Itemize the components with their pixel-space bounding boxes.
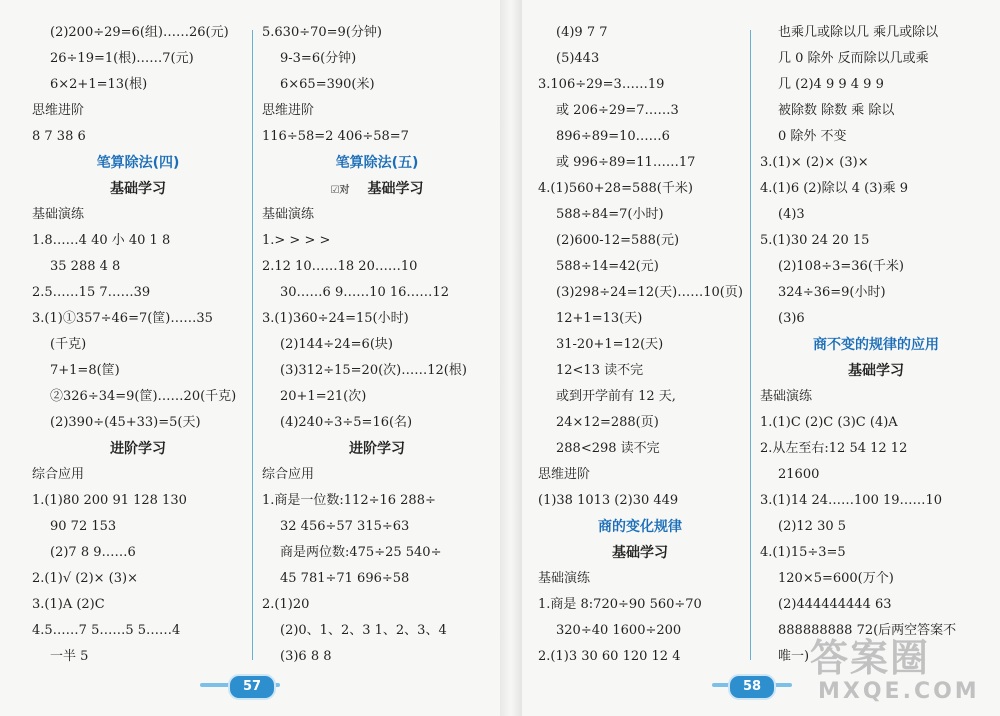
answer-column-4	[760, 20, 992, 670]
line-text: 35 288 4 8	[50, 259, 121, 274]
line-text: 888888888 72(后两空答案不	[778, 623, 957, 638]
line-text: 4.(1)15÷3=5	[760, 545, 846, 560]
answer-line	[538, 72, 664, 98]
line-text: 或 206÷29=7……3	[556, 103, 679, 118]
answer-line	[262, 254, 417, 280]
line-text: 被除数 除数 乘 除以	[778, 103, 895, 118]
line-text: (2)390÷(45+33)=5(天)	[50, 415, 201, 430]
answer-line	[262, 488, 436, 514]
answer-line	[538, 488, 678, 514]
line-text: 基础演练	[262, 207, 315, 222]
line-text: 324÷36=9(小时)	[778, 285, 886, 300]
line-text: 商的变化规律	[598, 519, 682, 535]
line-text: 12<13 读不完	[556, 363, 644, 378]
answer-line	[32, 46, 194, 72]
book-gutter	[500, 0, 522, 716]
answer-line	[760, 592, 892, 618]
answer-line	[32, 306, 213, 332]
answer-line	[760, 46, 929, 72]
line-text: 30……6 9……10 16……12	[280, 285, 449, 300]
answer-line	[538, 618, 681, 644]
line-text: 9-3=6(分钟)	[280, 51, 357, 66]
answer-line	[538, 20, 608, 46]
line-text: 120×5=600(万个)	[778, 571, 894, 586]
line-text: 1.商是 8:720÷90 560÷70	[538, 597, 702, 612]
line-text: 8 7 38 6	[32, 129, 86, 144]
answer-line	[262, 618, 447, 644]
answer-line	[538, 410, 659, 436]
line-text: 综合应用	[262, 467, 315, 482]
line-text: 1.(1)C (2)C (3)C (4)A	[760, 415, 898, 430]
line-text: 1.(1)80 200 91 128 130	[32, 493, 187, 508]
line-text: (3)6	[778, 311, 805, 326]
line-text: 基础学习	[848, 363, 904, 379]
answer-line	[262, 644, 332, 670]
line-text: 3.(1)× (2)× (3)×	[760, 155, 869, 170]
line-text: 笔算除法(五)	[335, 155, 419, 171]
answer-line	[32, 514, 116, 540]
line-text: 3.(1)①357÷46=7(筐)……35	[32, 311, 213, 326]
answer-line	[32, 566, 138, 592]
answer-line	[32, 592, 105, 618]
answer-line	[262, 566, 409, 592]
answer-line	[32, 280, 150, 306]
line-text: 进阶学习	[110, 441, 166, 457]
line-text: (4)240÷3÷5=16(名)	[280, 415, 413, 430]
answer-line	[760, 20, 938, 46]
line-text: 3.(1)360÷24=15(小时)	[262, 311, 409, 326]
line-text: (2)200÷29=6(组)……26(元)	[50, 25, 229, 40]
line-text: 320÷40 1600÷200	[556, 623, 682, 638]
line-text: 或到开学前有 12 天,	[556, 389, 676, 404]
line-text: 5.630÷70=9(分钟)	[262, 25, 382, 40]
line-text: (2)444444444 63	[778, 597, 892, 612]
line-text: 896÷89=10……6	[556, 129, 670, 144]
answer-line	[760, 280, 886, 306]
answer-line	[538, 592, 702, 618]
line-text: 288<298 读不完	[556, 441, 660, 456]
line-text: (4)3	[778, 207, 805, 222]
line-text: 2.(1)3 30 60 120 12 4	[538, 649, 681, 664]
line-text: 32 456÷57 315÷63	[280, 519, 410, 534]
answer-line	[32, 332, 86, 358]
answer-line	[760, 566, 894, 592]
line-text: 3.(1)A (2)C	[32, 597, 105, 612]
answer-line	[262, 280, 449, 306]
answer-line	[262, 332, 393, 358]
line-text: (2)0、1、2、3 1、2、3、4	[280, 623, 447, 638]
answer-line	[538, 436, 660, 462]
exercise-label	[538, 462, 590, 488]
answer-line	[262, 384, 366, 410]
line-text: 商不变的规律的应用	[813, 337, 939, 353]
line-text: 90 72 153	[50, 519, 117, 534]
line-text: 6×2+1=13(根)	[50, 77, 148, 92]
line-text: 或 996÷89=11……17	[556, 155, 696, 170]
line-text: 1.> > > >	[262, 233, 331, 248]
answer-line	[538, 202, 664, 228]
exercise-label	[262, 202, 314, 228]
answer-line	[538, 228, 679, 254]
answer-line	[262, 20, 382, 46]
line-text: 几 (2)4 9 9 4 9 9	[778, 77, 884, 92]
answer-column-3	[538, 20, 742, 670]
line-text: 进阶学习	[349, 441, 405, 457]
answer-line	[760, 228, 869, 254]
line-text: (2)108÷3=36(千米)	[778, 259, 904, 274]
answer-line	[262, 72, 375, 98]
line-text: (千克)	[50, 337, 87, 352]
line-text: ②326÷34=9(筐)……20(千克)	[50, 389, 237, 404]
line-text: 笔算除法(四)	[96, 155, 180, 171]
answer-line	[760, 124, 847, 150]
section-title	[538, 514, 742, 540]
answer-line	[760, 98, 894, 124]
answer-line	[32, 72, 147, 98]
line-text: 4.(1)6 (2)除以 4 (3)乘 9	[760, 181, 908, 196]
line-text: 21600	[778, 467, 820, 482]
answer-line	[262, 592, 309, 618]
line-text: 12+1=13(天)	[556, 311, 643, 326]
line-text: 基础演练	[538, 571, 591, 586]
answer-line	[760, 176, 908, 202]
line-text: 4.(1)560+28=588(千米)	[538, 181, 693, 196]
line-text: (3)298÷24=12(天)……10(页)	[556, 285, 743, 300]
answer-line	[538, 124, 670, 150]
answer-line	[538, 176, 693, 202]
answer-line	[32, 384, 236, 410]
line-text: 2.12 10……18 20……10	[262, 259, 418, 274]
answer-line	[538, 46, 599, 72]
answer-line	[32, 488, 187, 514]
line-text: 6×65=390(米)	[280, 77, 375, 92]
line-text: 20+1=21(次)	[280, 389, 367, 404]
answer-line	[262, 228, 330, 254]
line-text: 45 781÷71 696÷58	[280, 571, 410, 586]
line-text: 3.106÷29=3……19	[538, 77, 665, 92]
answer-line	[32, 618, 180, 644]
line-text: 2.5……15 7……39	[32, 285, 151, 300]
subsection-heading	[760, 358, 992, 384]
answer-line	[538, 254, 659, 280]
answer-line	[32, 358, 120, 384]
line-text: 综合应用	[32, 467, 85, 482]
line-text: 116÷58=2 406÷58=7	[262, 129, 409, 144]
line-text: 4.5……7 5……5 5……4	[32, 623, 181, 638]
answer-line	[32, 410, 201, 436]
answer-line	[538, 332, 663, 358]
line-text: 1.商是一位数:112÷16 288÷	[262, 493, 436, 508]
subsection-heading	[262, 436, 492, 462]
answer-line	[32, 540, 136, 566]
answer-line	[32, 20, 229, 46]
watermark-logo: 答案圈 MXQE.COM	[810, 636, 980, 704]
line-text: 基础学习	[110, 181, 166, 197]
line-text: (2)144÷24=6(块)	[280, 337, 393, 352]
line-text: (2)7 8 9……6	[50, 545, 136, 560]
line-text: 商是两位数:475÷25 540÷	[280, 545, 442, 560]
subsection-heading	[538, 540, 742, 566]
line-text: (1)38 1013 (2)30 449	[538, 493, 679, 508]
answer-line	[538, 150, 695, 176]
section-title	[262, 150, 492, 176]
answer-line	[262, 358, 467, 384]
line-text: 31-20+1=12(天)	[556, 337, 664, 352]
line-text: 3.(1)14 24……100 19……10	[760, 493, 943, 508]
answer-line	[760, 410, 898, 436]
line-text: 5.(1)30 24 20 15	[760, 233, 870, 248]
subsection-heading	[262, 176, 492, 202]
answer-line	[538, 280, 743, 306]
answer-line	[760, 488, 942, 514]
answer-line	[538, 384, 676, 410]
line-text: 588÷14=42(元)	[556, 259, 659, 274]
line-text: 一半 5	[50, 649, 89, 664]
page-number-left: 57	[228, 674, 276, 700]
column-divider	[750, 30, 751, 660]
line-text: 基础演练	[760, 389, 813, 404]
line-text: 0 除外 不变	[778, 129, 847, 144]
answer-line	[760, 202, 805, 228]
answer-line	[32, 254, 120, 280]
line-text: 思维进阶	[32, 103, 85, 118]
exercise-label	[538, 566, 590, 592]
line-text: (4)9 7 7	[556, 25, 608, 40]
answer-line	[32, 124, 86, 150]
answer-column-1	[32, 20, 244, 670]
answer-line	[760, 514, 846, 540]
answer-line	[760, 644, 809, 670]
answer-line	[262, 124, 409, 150]
line-text: 2.从左至右:12 54 12 12	[760, 441, 908, 456]
line-text: 24×12=288(页)	[556, 415, 659, 430]
exercise-label	[262, 98, 314, 124]
exercise-label	[32, 462, 84, 488]
exercise-label	[760, 384, 812, 410]
exercise-label	[32, 202, 84, 228]
answer-line	[760, 462, 819, 488]
section-title	[32, 150, 244, 176]
line-text: 基础学习	[367, 181, 424, 197]
line-text: 思维进阶	[262, 103, 315, 118]
line-text: 基础演练	[32, 207, 85, 222]
column-divider	[252, 30, 253, 660]
line-text: (2)12 30 5	[778, 519, 847, 534]
line-text: (3)6 8 8	[280, 649, 332, 664]
answer-line	[32, 644, 88, 670]
line-text: 7+1=8(筐)	[50, 363, 120, 378]
line-text: 唯一)	[778, 649, 810, 664]
line-text: 基础学习	[612, 545, 668, 561]
line-text: 2.(1)√ (2)× (3)×	[32, 571, 138, 586]
exercise-label	[262, 462, 314, 488]
answer-line	[538, 98, 679, 124]
line-text: (3)312÷15=20(次)……12(根)	[280, 363, 467, 378]
line-text: 思维进阶	[538, 467, 591, 482]
margin-mark: ☑对	[330, 185, 350, 196]
answer-line	[538, 644, 680, 670]
subsection-heading	[32, 436, 244, 462]
answer-line	[32, 228, 170, 254]
page-number-right: 58	[728, 674, 776, 700]
line-text: 588÷84=7(小时)	[556, 207, 664, 222]
answer-line	[760, 150, 869, 176]
answer-line	[760, 436, 907, 462]
answer-line	[262, 306, 409, 332]
line-text: (2)600-12=588(元)	[556, 233, 680, 248]
answer-line	[538, 358, 643, 384]
answer-line	[262, 410, 412, 436]
answer-column-2	[262, 20, 492, 670]
answer-line	[262, 540, 441, 566]
line-text: 也乘几或除以几 乘几或除以	[778, 25, 939, 40]
answer-line	[760, 72, 884, 98]
answer-line	[538, 306, 642, 332]
line-text: (5)443	[556, 51, 600, 66]
answer-line	[760, 540, 846, 566]
section-title	[760, 332, 992, 358]
line-text: 26÷19=1(根)……7(元)	[50, 51, 194, 66]
answer-line	[262, 46, 356, 72]
line-text: 2.(1)20	[262, 597, 310, 612]
answer-line	[760, 254, 904, 280]
answer-line	[760, 306, 805, 332]
line-text: 1.8……4 40 小 40 1 8	[32, 233, 171, 248]
exercise-label	[32, 98, 84, 124]
subsection-heading	[32, 176, 244, 202]
answer-line	[262, 514, 409, 540]
line-text: 几 0 除外 反而除以几或乘	[778, 51, 929, 66]
